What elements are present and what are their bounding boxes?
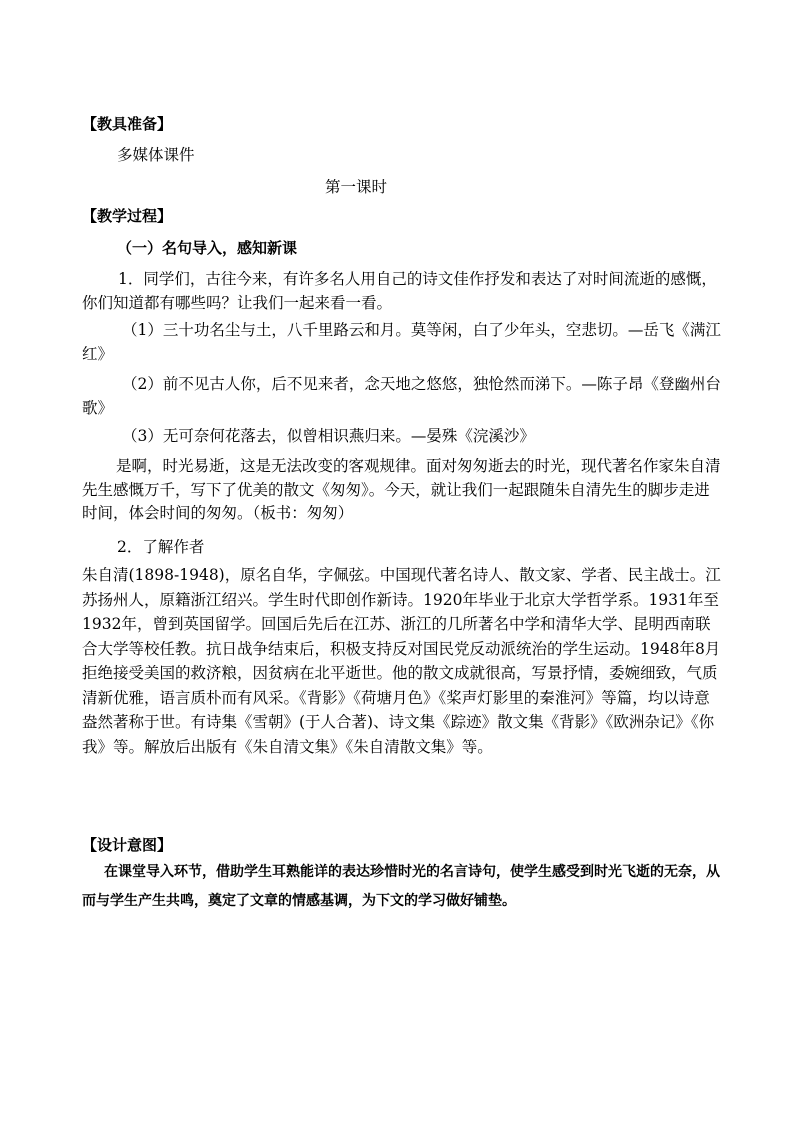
step2-label: 2．了解作者 xyxy=(117,538,205,556)
section1-title: （一）名句导入，感知新课 xyxy=(117,239,298,257)
design-heading: 【设计意图】 xyxy=(82,836,173,854)
summary-paragraph: 是啊，时光易逝，这是无法改变的客观规律。面对匆匆逝去的时光，现代著名作家朱自清先生感慨万千，写下了优美的散文《匆匆》。今天，就让我们一起跟随朱自清先生的脚步走进时间，体会时间的匆匆。（板书：匆匆） xyxy=(82,457,721,522)
session-title: 第一课时 xyxy=(325,178,388,196)
process-heading: 【教学过程】 xyxy=(82,207,173,225)
prep-item: 多媒体课件 xyxy=(117,146,195,164)
prep-heading: 【教具准备】 xyxy=(82,115,173,133)
quote-3: （3）无可奈何花落去，似曾相识燕归来。—晏殊《浣溪沙》 xyxy=(122,427,535,445)
quote-2: （2）前不见古人你，后不见来者，念天地之悠悠，独怆然而涕下。—陈子昂《登幽州台歌》 xyxy=(82,375,721,417)
quote-1: （1）三十功名尘与土，八千里路云和月。莫等闲，白了少年头，空悲切。—岳飞《满江红》 xyxy=(82,321,721,363)
author-bio: 朱自清(1898-1948)，原名自华，字佩弦。中国现代著名诗人、散文家、学者、民主战士。江苏扬州人，原籍浙江绍兴。学生时代即创作新诗。1920年毕业于北京大学哲学系。1931年至1932年，曾到英国留学。回国后先后在江苏、浙江的几所著名中学和清华大学、昆明西南联合大学等校任教。抗日战争结束后，积极支持反对国民党反动派统治的学生运动。1948年8月拒绝接受美国的救济粮，因贫病在北平逝世。他的散文成就很高，写景抒情，委婉细致，气质清新优雅，语言质朴而有风采。《背影》《荷塘月色》《桨声灯影里的秦淮河》等篇，均以诗意盎然著称于世。有诗集《雪朝》(于人合著)、诗文集《踪迹》散文集《背影》《欧洲杂记》《你我》等。解放后出版有《朱自清文集》《朱自清散文集》等。 xyxy=(82,566,721,756)
step1-paragraph: 1．同学们，古往今来，有许多名人用自己的诗文佳作抒发和表达了对时间流逝的感慨，你们知道都有哪些吗？让我们一起来看一看。 xyxy=(82,270,717,312)
design-text: 在课堂导入环节，借助学生耳熟能详的表达珍惜时光的名言诗句，使学生感受到时光飞逝的无奈，从而与学生产生共鸣，奠定了文章的情感基调，为下文的学习做好铺垫。 xyxy=(82,864,720,909)
